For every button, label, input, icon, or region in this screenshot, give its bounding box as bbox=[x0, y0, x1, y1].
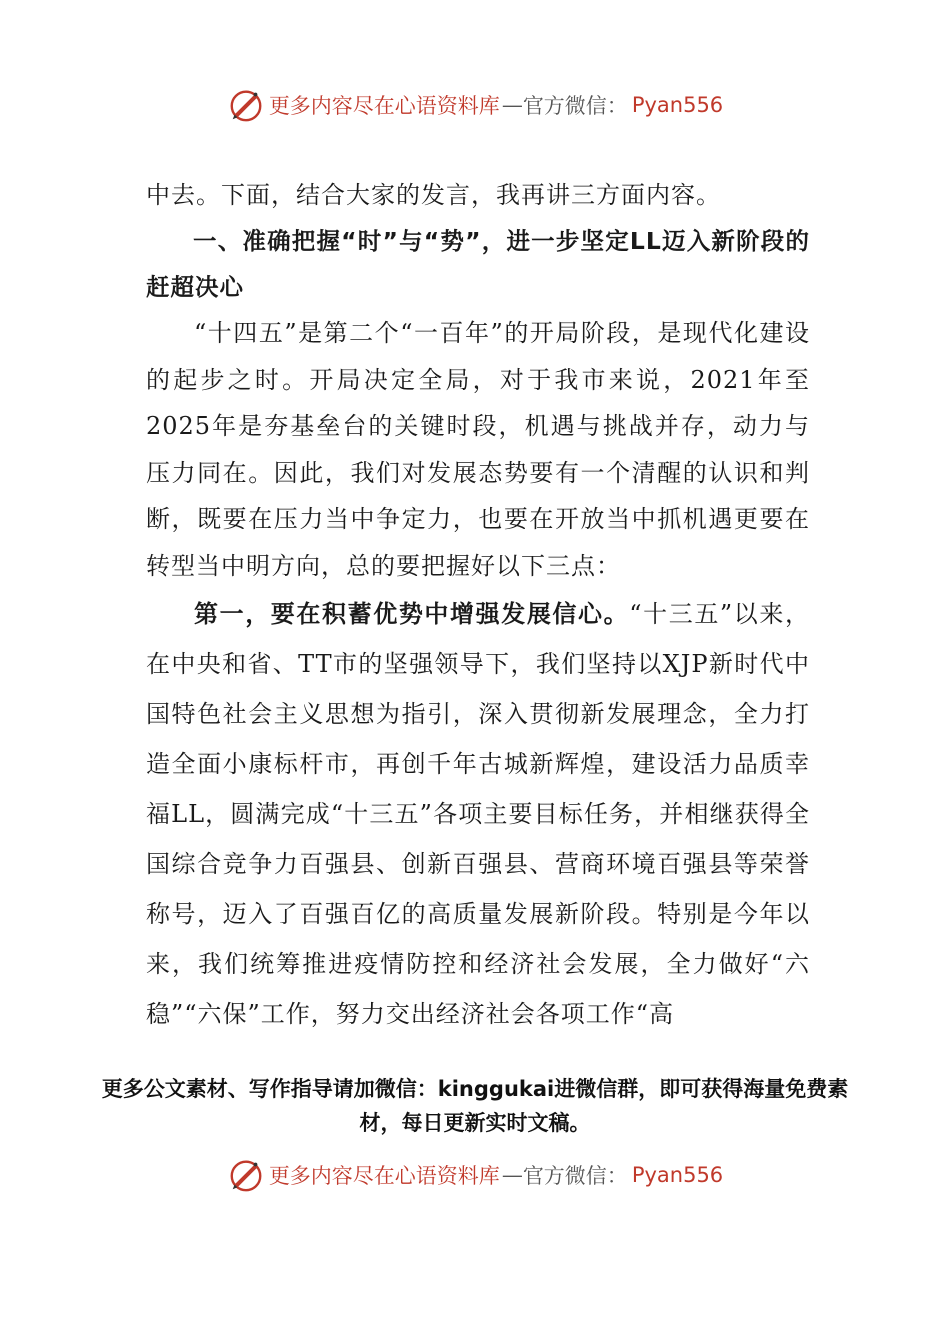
point-1-heading: 第一，要在积蓄优势中增强发展信心。 bbox=[194, 600, 630, 628]
watermark-main-text: 更多内容尽在心语资料库 bbox=[268, 94, 500, 118]
lead-line: 中去。下面，结合大家的发言，我再讲三方面内容。 bbox=[146, 181, 721, 209]
point-1-body: “十三五”以来，在中央和省、TT市的坚强领导下，我们坚持以XJP新时代中国特色社会主义思想为指引，深入贯彻新发展理念，全力打造全面小康标杆市，再创千年古城新辉煌，建设活力品质幸福LL，圆满完成“十三五”各项主要目标任务，并相继获得全国综合竞争力百强县、创新百强县、营商环境百强县等荣誉称号，迈入了百强百亿的高质量发展新阶段。特别是今年以来，我们统筹推进疫情防控和经济社会发展，全力做好“六稳”“六保”工作，努力交出经济社会各项工作“高 bbox=[146, 600, 811, 1028]
footer-promo-note: 更多公文素材、写作指导请加微信：kinggukai进微信群，即可获得海量免费素材，每日更新实时文稿。 bbox=[101, 1077, 849, 1135]
paragraph-1: “十四五”是第二个“一百年”的开局阶段，是现代化建设的起步之时。开局决定全局，对于我市来说，2021年至2025年是夯基垒台的关键时段，机遇与挑战并存，动力与压力同在。因此，我们对发展态势要有一个清醒的认识和判断，既要在压力当中争定力，也要在开放当中抓机遇更要在转型当中明方向，总的要把握好以下三点： bbox=[146, 319, 810, 580]
watermark-wechat-id: Pyan556 bbox=[631, 1163, 724, 1187]
pen-circle-logo-icon bbox=[227, 1156, 265, 1194]
section-heading: 一、准确把握“时”与“势”，进一步坚定LL迈入新阶段的赶超决心 bbox=[146, 227, 810, 301]
pen-circle-logo-icon bbox=[227, 86, 265, 124]
watermark-wechat-id: Pyan556 bbox=[631, 93, 724, 117]
paragraph-2 bbox=[146, 589, 810, 1039]
watermark-main-text: 更多内容尽在心语资料库 bbox=[268, 1164, 500, 1188]
watermark-header bbox=[0, 80, 950, 130]
watermark-separator: — bbox=[501, 93, 521, 117]
watermark-footer bbox=[0, 1150, 950, 1200]
watermark-separator: — bbox=[501, 1163, 521, 1187]
watermark-label: 官方微信： bbox=[522, 1164, 628, 1188]
document-body bbox=[146, 172, 810, 1039]
watermark-label: 官方微信： bbox=[522, 94, 628, 118]
